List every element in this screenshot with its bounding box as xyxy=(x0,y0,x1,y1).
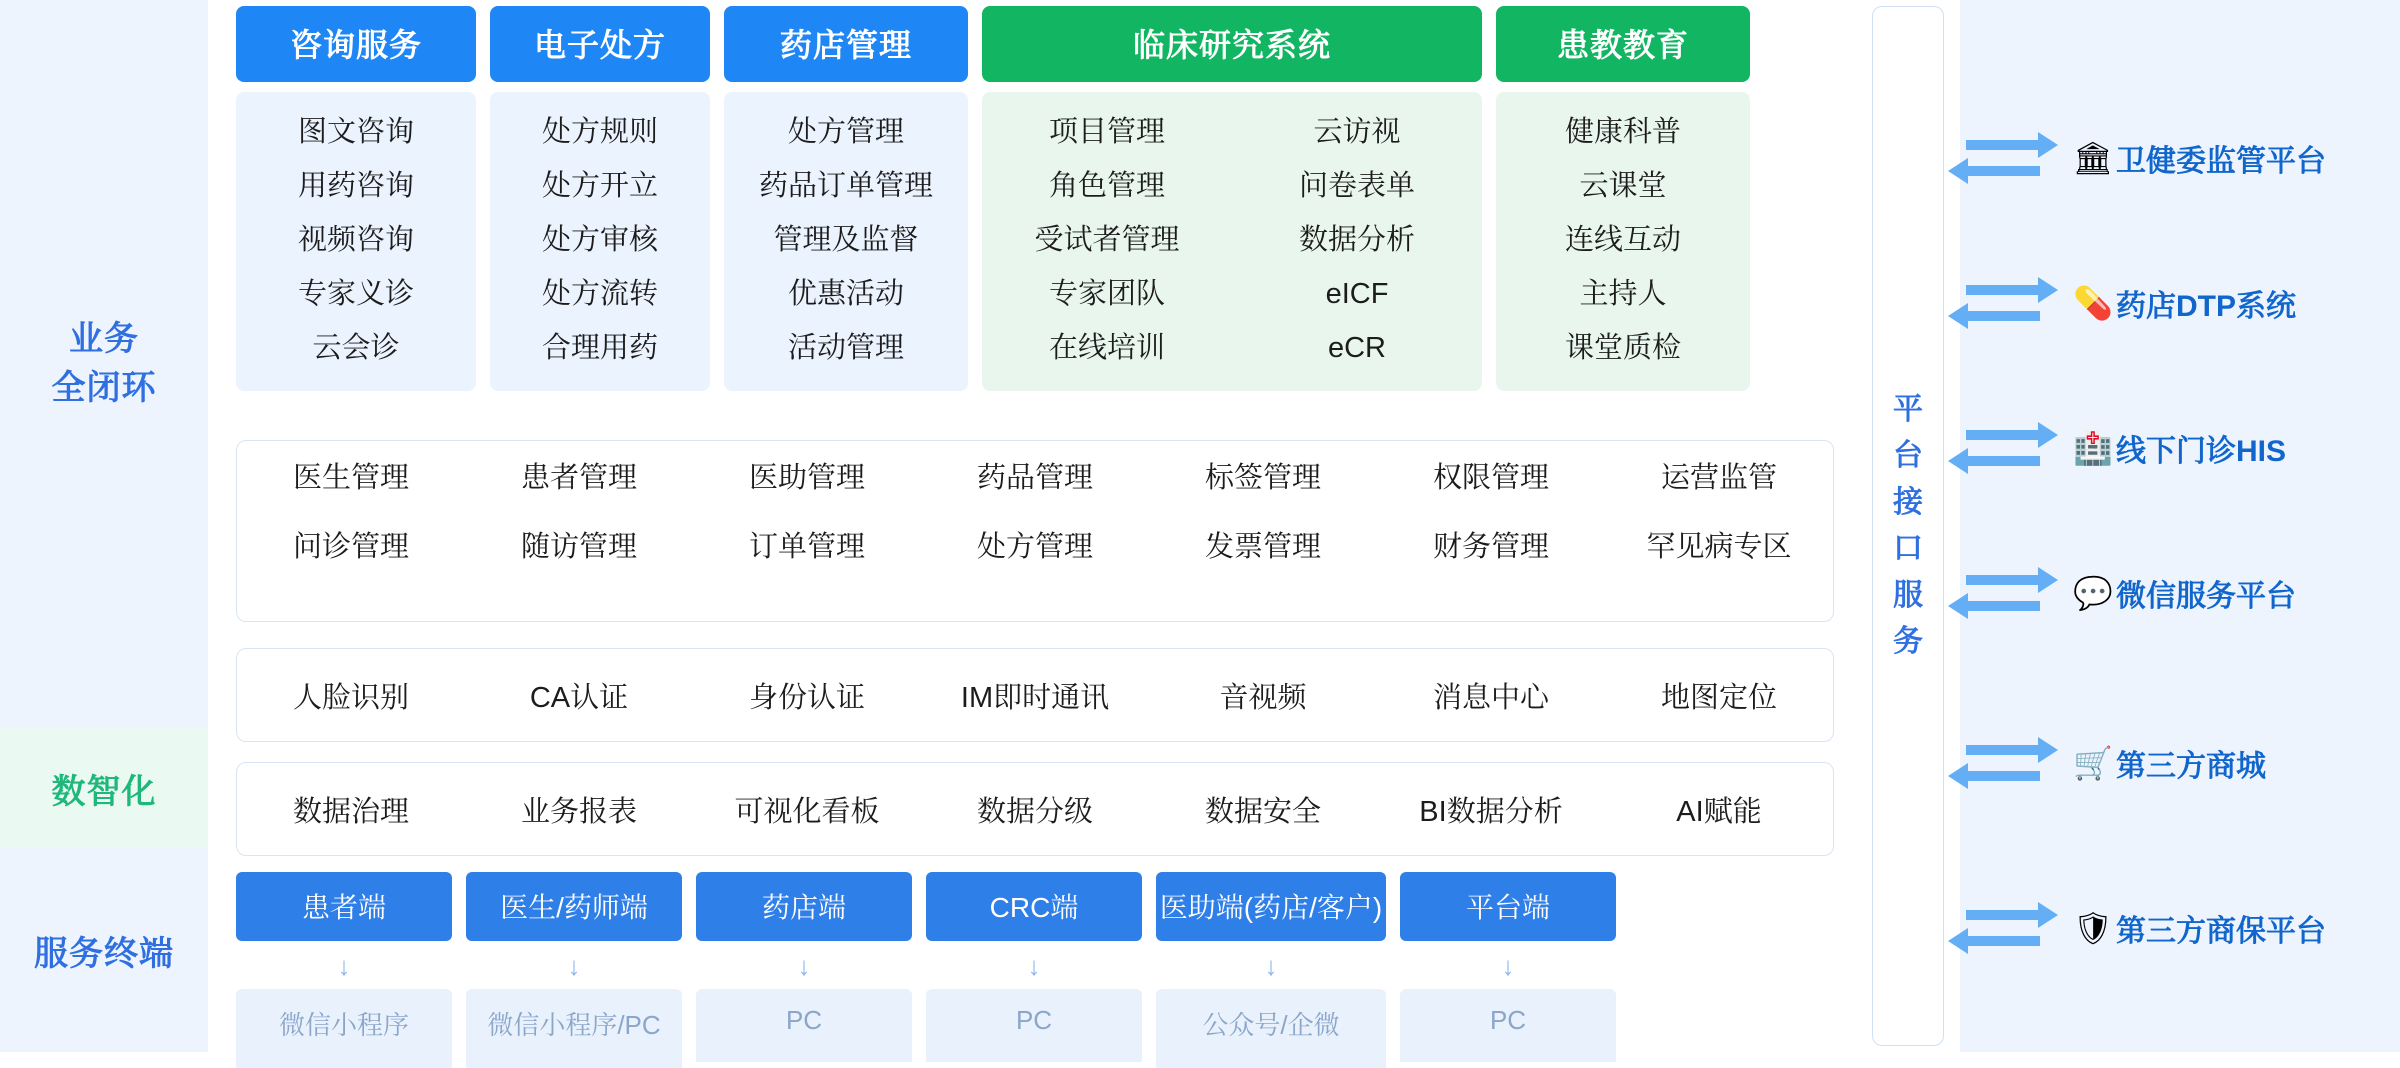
group-consult-item[interactable]: 视频咨询 xyxy=(297,223,414,256)
group-pharmacy-item[interactable]: 药品订单管理 xyxy=(758,169,933,202)
external-label: 卫健委监管平台 xyxy=(2116,145,2326,178)
technology-item[interactable]: 地图定位 xyxy=(1660,681,1777,714)
management-item[interactable]: 处方管理 xyxy=(976,531,1093,563)
bidirectional-arrow-icon xyxy=(1960,563,2070,623)
shield-icon: 🛡 xyxy=(2072,910,2114,946)
group-clinical-item[interactable]: 在线培训 xyxy=(1048,331,1165,364)
terminal-pharmacy-platform: PC xyxy=(696,989,912,1062)
external-offline-his[interactable] xyxy=(1960,400,2400,496)
group-pharmacy-title: 药店管理 xyxy=(724,6,968,82)
data-item[interactable]: BI数据分析 xyxy=(1419,795,1563,828)
platform-interface-bar xyxy=(1872,6,1944,1046)
rail-business-line2: 全闭环 xyxy=(51,369,157,407)
group-education-item[interactable]: 云课堂 xyxy=(1579,169,1667,202)
technology-band xyxy=(236,648,1834,742)
group-consult-title: 咨询服务 xyxy=(236,6,476,82)
platform-interface-label: 平台接口服务 xyxy=(1893,392,1923,658)
external-third-party-mall[interactable] xyxy=(1960,715,2400,811)
rail-data-label: 数智化 xyxy=(51,772,157,811)
external-label: 微信服务平台 xyxy=(2116,580,2296,613)
terminal-platform[interactable] xyxy=(1400,872,1616,1068)
group-education-title: 患教教育 xyxy=(1496,6,1750,82)
group-clinical-item[interactable]: eICF xyxy=(1325,277,1389,310)
management-item[interactable]: 财务管理 xyxy=(1432,531,1549,563)
external-label: 第三方商保平台 xyxy=(2116,915,2326,948)
external-label: 第三方商城 xyxy=(2116,750,2266,783)
management-item[interactable]: 权限管理 xyxy=(1432,462,1549,494)
external-systems-panel xyxy=(1960,0,2400,1052)
group-pharmacy-item[interactable]: 活动管理 xyxy=(787,331,904,364)
technology-item[interactable]: IM即时通讯 xyxy=(960,681,1110,714)
terminal-doctor-platform: 微信小程序/PC xyxy=(466,989,682,1068)
bidirectional-arrow-icon xyxy=(1960,418,2070,478)
management-item[interactable]: 运营监管 xyxy=(1660,462,1777,494)
terminal-crc-title: CRC端 xyxy=(926,872,1142,941)
group-eprescription-item[interactable]: 处方规则 xyxy=(541,116,658,148)
group-consult-item[interactable]: 专家义诊 xyxy=(297,277,414,310)
management-item[interactable]: 问诊管理 xyxy=(292,531,409,563)
management-item[interactable]: 发票管理 xyxy=(1204,531,1321,563)
group-consult-item[interactable]: 图文咨询 xyxy=(297,116,414,148)
group-eprescription-item[interactable]: 处方审核 xyxy=(541,223,658,256)
data-item[interactable]: AI赋能 xyxy=(1676,795,1762,828)
data-item[interactable]: 数据分级 xyxy=(976,795,1093,828)
technology-item[interactable]: 人脸识别 xyxy=(292,681,409,714)
external-third-party-insurance[interactable] xyxy=(1960,880,2400,976)
chat-bubble-icon: 💬 xyxy=(2073,575,2113,611)
group-eprescription-item[interactable]: 处方开立 xyxy=(541,169,658,202)
down-arrow-icon: ↓ xyxy=(1264,951,1278,981)
group-clinical-item[interactable]: 项目管理 xyxy=(1048,116,1165,148)
down-arrow-icon: ↓ xyxy=(797,951,811,981)
external-health-commission[interactable] xyxy=(1960,110,2400,206)
technology-item[interactable]: 消息中心 xyxy=(1432,681,1549,714)
group-clinical-item[interactable]: 角色管理 xyxy=(1048,169,1165,202)
data-intelligence-band xyxy=(236,762,1834,856)
down-arrow-icon: ↓ xyxy=(337,951,351,981)
management-item[interactable]: 药品管理 xyxy=(976,462,1093,494)
group-clinical-research xyxy=(982,6,1482,391)
bidirectional-arrow-icon xyxy=(1960,273,2070,333)
technology-item[interactable]: CA认证 xyxy=(529,681,629,714)
rail-terminal-label: 服务终端 xyxy=(34,934,174,973)
rail-business xyxy=(0,0,208,728)
management-item[interactable]: 标签管理 xyxy=(1204,462,1321,494)
group-education-item[interactable]: 连线互动 xyxy=(1564,223,1681,256)
external-pharmacy-dtp[interactable] xyxy=(1960,255,2400,351)
group-eprescription-item[interactable]: 合理用药 xyxy=(541,331,658,364)
management-item[interactable]: 随访管理 xyxy=(520,531,637,563)
group-patient-education xyxy=(1496,6,1750,391)
terminal-assistant-title: 医助端(药店/客户) xyxy=(1156,872,1386,941)
management-item[interactable]: 订单管理 xyxy=(748,531,865,563)
group-education-item[interactable]: 健康科普 xyxy=(1564,116,1681,148)
terminal-assistant[interactable] xyxy=(1156,872,1386,1068)
government-icon: 🏛 xyxy=(2072,140,2114,176)
group-consult xyxy=(236,6,476,391)
terminal-doctor-pharmacist[interactable] xyxy=(466,872,682,1068)
terminal-patient[interactable] xyxy=(236,872,452,1068)
external-label: 药店DTP系统 xyxy=(2116,290,2296,323)
group-eprescription-title: 电子处方 xyxy=(490,6,710,82)
group-clinical-item[interactable]: 问卷表单 xyxy=(1298,169,1415,202)
down-arrow-icon: ↓ xyxy=(1501,951,1515,981)
group-pharmacy-item[interactable]: 优惠活动 xyxy=(787,277,904,310)
group-education-item[interactable]: 主持人 xyxy=(1579,277,1667,310)
group-clinical-item[interactable]: 云访视 xyxy=(1313,116,1401,148)
terminal-crc-platform: PC xyxy=(926,989,1142,1062)
group-consult-item[interactable]: 用药咨询 xyxy=(297,169,414,202)
down-arrow-icon: ↓ xyxy=(567,951,581,981)
group-clinical-item[interactable]: 专家团队 xyxy=(1048,277,1165,310)
shopping-cart-icon: 🛒 xyxy=(2073,745,2113,781)
group-clinical-item[interactable]: 数据分析 xyxy=(1298,223,1415,256)
group-clinical-title: 临床研究系统 xyxy=(982,6,1482,82)
terminal-platform-title: 平台端 xyxy=(1400,872,1616,941)
terminal-patient-title: 患者端 xyxy=(236,872,452,941)
external-wechat-service[interactable] xyxy=(1960,545,2400,641)
module-groups xyxy=(236,6,1750,391)
terminal-platform-platform: PC xyxy=(1400,989,1616,1062)
group-consult-item[interactable]: 云会诊 xyxy=(312,331,400,364)
rail-data-intelligence xyxy=(0,728,208,848)
terminal-assistant-platform: 公众号/企微 xyxy=(1156,989,1386,1068)
bidirectional-arrow-icon xyxy=(1960,733,2070,793)
bidirectional-arrow-icon xyxy=(1960,128,2070,188)
external-label: 线下门诊HIS xyxy=(2116,435,2287,468)
data-item[interactable]: 业务报表 xyxy=(520,795,637,828)
terminal-crc[interactable] xyxy=(926,872,1142,1068)
group-eprescription xyxy=(490,6,710,391)
technology-item[interactable]: 音视频 xyxy=(1219,681,1307,714)
group-education-item[interactable]: 课堂质检 xyxy=(1564,331,1681,364)
pill-icon: 💊 xyxy=(2073,285,2113,321)
terminal-row xyxy=(236,872,1616,1068)
terminal-patient-platform: 微信小程序 xyxy=(236,989,452,1068)
rail-business-line1: 业务 xyxy=(69,319,139,358)
group-pharmacy-item[interactable]: 管理及监督 xyxy=(773,223,919,256)
group-pharmacy-management xyxy=(724,6,968,391)
bidirectional-arrow-icon xyxy=(1960,898,2070,958)
management-item[interactable]: 患者管理 xyxy=(520,462,637,494)
hospital-icon: 🏥 xyxy=(2073,430,2113,466)
data-item[interactable]: 可视化看板 xyxy=(734,795,880,828)
management-item[interactable]: 罕见病专区 xyxy=(1646,531,1792,563)
management-item[interactable]: 医助管理 xyxy=(748,462,865,494)
data-item[interactable]: 数据治理 xyxy=(292,795,409,828)
management-band xyxy=(236,440,1834,622)
group-eprescription-item[interactable]: 处方流转 xyxy=(541,277,658,310)
down-arrow-icon: ↓ xyxy=(1027,951,1041,981)
management-item[interactable]: 医生管理 xyxy=(292,462,409,494)
terminal-doctor-title: 医生/药师端 xyxy=(466,872,682,941)
data-item[interactable]: 数据安全 xyxy=(1204,795,1321,828)
technology-item[interactable]: 身份认证 xyxy=(748,681,865,714)
terminal-pharmacy-title: 药店端 xyxy=(696,872,912,941)
rail-service-terminal xyxy=(0,848,208,1052)
terminal-pharmacy[interactable] xyxy=(696,872,912,1068)
group-pharmacy-item[interactable]: 处方管理 xyxy=(787,116,904,148)
group-clinical-item[interactable]: eCR xyxy=(1327,331,1386,364)
group-clinical-item[interactable]: 受试者管理 xyxy=(1034,223,1180,256)
